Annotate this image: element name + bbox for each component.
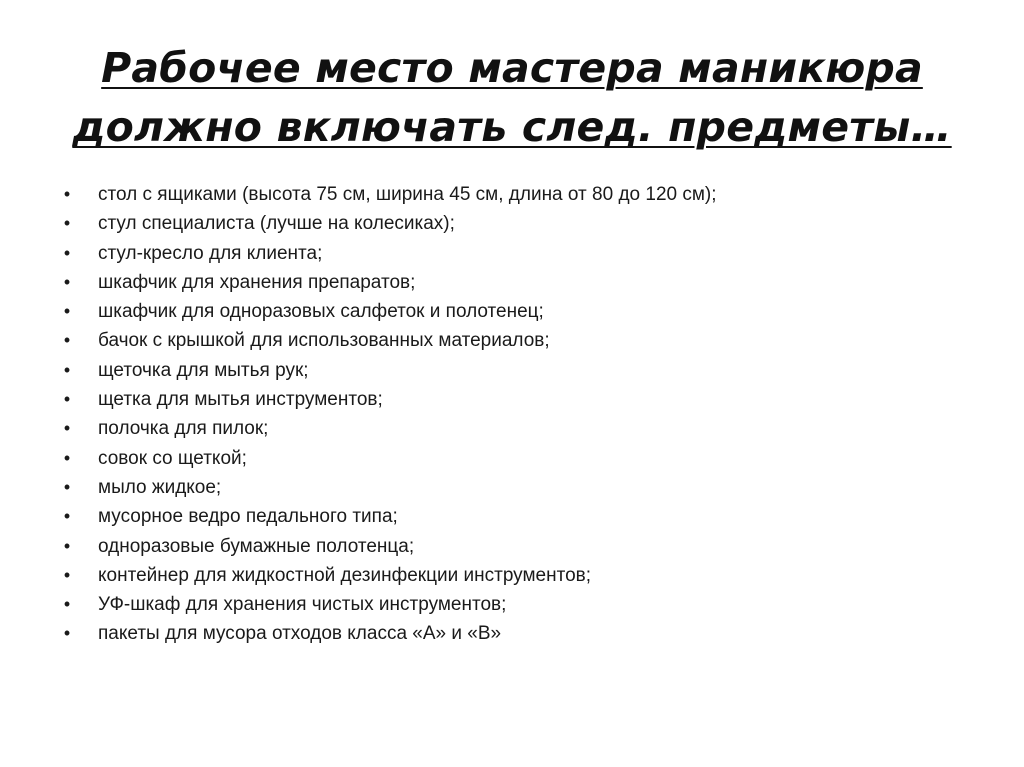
list-item-text: щетка для мытья инструментов; — [98, 389, 383, 411]
bullet-icon: • — [63, 447, 71, 468]
slide-title — [40, 39, 984, 157]
list-item — [60, 619, 960, 648]
list-item — [60, 209, 960, 238]
list-item — [60, 297, 960, 326]
list-item-text: шкафчик для хранения препаратов; — [98, 271, 416, 293]
list-item — [60, 268, 960, 297]
list-item-text: стул-кресло для клиента; — [98, 242, 323, 264]
slide-title-line-1: Рабочее место мастера маникюра — [101, 44, 923, 93]
list-item — [60, 326, 960, 355]
list-item — [60, 561, 960, 590]
bullet-icon: • — [63, 271, 71, 292]
list-item — [60, 473, 960, 502]
bullet-icon: • — [63, 594, 71, 615]
list-item — [60, 444, 960, 473]
list-item-text: пакеты для мусора отходов класса «А» и «В» — [98, 623, 502, 645]
bullet-icon: • — [63, 535, 71, 556]
bullet-icon: • — [63, 418, 71, 439]
list-item-text: бачок с крышкой для использованных материалов; — [98, 330, 550, 352]
list-item — [60, 414, 960, 443]
bullet-list — [60, 180, 960, 649]
bullet-icon: • — [63, 476, 71, 497]
bullet-icon: • — [63, 506, 71, 527]
list-item — [60, 180, 960, 209]
list-item-text: мусорное ведро педального типа; — [98, 506, 398, 528]
bullet-icon: • — [63, 564, 71, 585]
list-item-text: УФ-шкаф для хранения чистых инструментов; — [98, 594, 507, 616]
bullet-icon: • — [63, 623, 71, 644]
bullet-icon: • — [63, 242, 71, 263]
list-item-text: совок со щеткой; — [98, 447, 247, 469]
list-item — [60, 356, 960, 385]
list-item-text: стул специалиста (лучше на колесиках); — [98, 213, 455, 235]
list-item — [60, 590, 960, 619]
list-item-text: щеточка для мытья рук; — [98, 359, 309, 381]
bullet-icon: • — [63, 359, 71, 380]
list-item — [60, 239, 960, 268]
bullet-icon: • — [63, 301, 71, 322]
list-item-text: шкафчик для одноразовых салфеток и полотенец; — [98, 301, 544, 323]
list-item-text: одноразовые бумажные полотенца; — [98, 535, 415, 557]
list-item — [60, 385, 960, 414]
bullet-icon: • — [63, 330, 71, 351]
list-item-text: стол с ящиками (высота 75 см, ширина 45 см, длина от 80 до 120 см); — [98, 184, 717, 205]
list-item-text: контейнер для жидкостной дезинфекции инструментов; — [98, 564, 592, 586]
slide-title-line-2: должно включать след. предметы… — [72, 103, 952, 152]
list-item-text: полочка для пилок; — [98, 418, 269, 440]
list-item — [60, 502, 960, 531]
bullet-icon: • — [63, 213, 71, 234]
bullet-icon: • — [63, 389, 71, 410]
list-item-text: мыло жидкое; — [98, 476, 222, 498]
bullet-icon: • — [63, 184, 71, 204]
list-item — [60, 532, 960, 561]
